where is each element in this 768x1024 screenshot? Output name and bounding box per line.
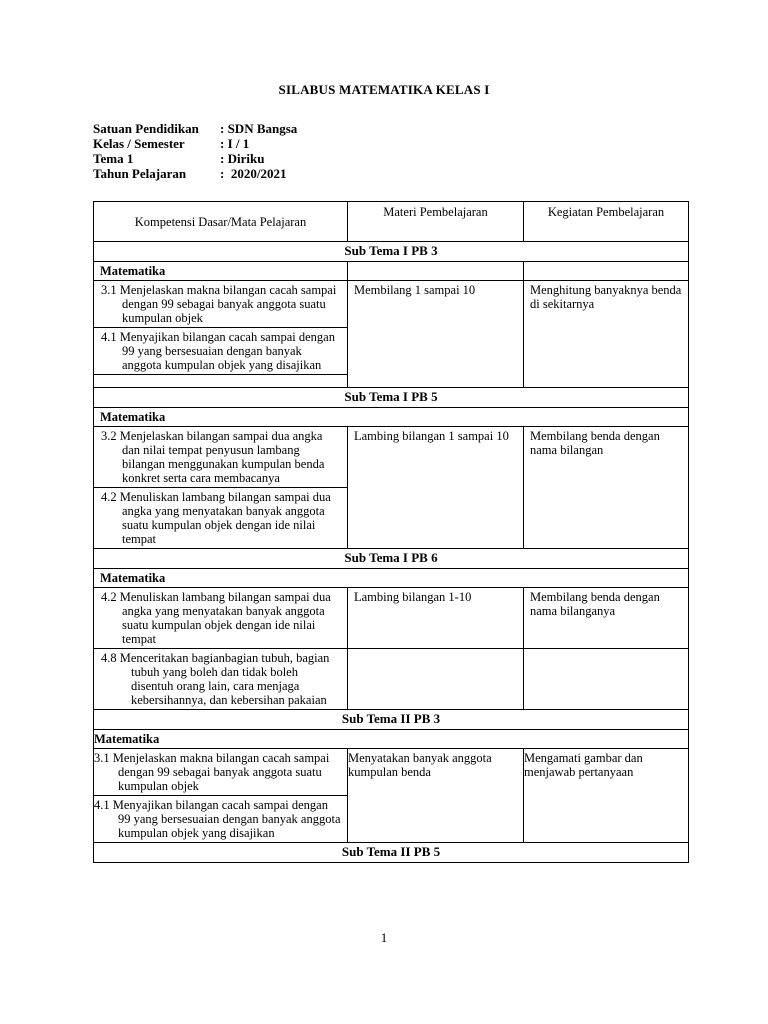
category-row [94, 408, 689, 427]
kd-text: 4.2 Menuliskan lambang bilangan sampai dua angka yang menyatakan banyak anggota suatu kumpulan objek dengan ide nilai tempat [101, 590, 331, 646]
kd-text: 3.2 Menjelaskan bilangan sampai dua angka dan nilai tempat penyusun lambang bilangan menggunakan kumpulan benda konkret serta cara membacanya [101, 429, 325, 485]
materi-cell: Lambing bilangan 1 sampai 10 [348, 427, 524, 549]
category-row [94, 730, 689, 749]
syllabus-table [93, 201, 689, 863]
info-value: : SDN Bangsa [220, 121, 298, 136]
kd-cell [94, 649, 348, 710]
empty-cell [348, 649, 524, 710]
info-row-satuan [93, 121, 297, 136]
table-row [94, 649, 689, 710]
info-label: Kelas / Semester [93, 136, 185, 151]
category-label: Matematika [94, 569, 689, 588]
document-info [93, 121, 297, 181]
subtema-row [94, 843, 689, 863]
empty-cell [524, 649, 689, 710]
info-label: Tema 1 [93, 151, 134, 166]
table-row [94, 281, 689, 328]
kegiatan-cell: Membilang benda dengan nama bilangan [524, 427, 689, 549]
materi-cell: Lambing bilangan 1-10 [348, 588, 524, 649]
subtema-row [94, 242, 689, 262]
header-materi: Materi Pembelajaran [348, 202, 524, 242]
category-row [94, 569, 689, 588]
materi-cell: Membilang 1 sampai 10 [348, 281, 524, 388]
table-header-row [94, 202, 689, 242]
kegiatan-cell: Membilang benda dengan nama bilanganya [524, 588, 689, 649]
category-row [94, 262, 689, 281]
category-label: Matematika [94, 262, 348, 281]
kd-text: 4.8 Menceritakan bagianbagian tubuh, bagian tubuh yang boleh dan tidak boleh disentuh orang lain, cara menjaga kebersihannya, dan kebersihan pakaian [101, 651, 330, 707]
subtema-title: Sub Tema II PB 3 [94, 710, 689, 730]
subtema-row [94, 388, 689, 408]
info-row-tahun [93, 166, 297, 181]
kd-text: 3.1 Menjelaskan makna bilangan cacah sampai dengan 99 sebagai banyak anggota suatu kumpulan objek [94, 751, 330, 793]
subtema-title: Sub Tema I PB 6 [94, 549, 689, 569]
info-row-kelas [93, 136, 297, 151]
info-label: Tahun Pelajaran [93, 166, 187, 181]
subtema-title: Sub Tema I PB 5 [94, 388, 689, 408]
info-value: : Diriku [220, 151, 265, 166]
info-label: Satuan Pendidikan [93, 121, 199, 136]
table-row [94, 427, 689, 488]
kd-cell [94, 427, 348, 488]
table-row [94, 749, 689, 796]
kd-cell [94, 588, 348, 649]
kd-cell [94, 328, 348, 375]
kd-cell [94, 749, 348, 796]
kd-text: 4.1 Menyajikan bilangan cacah sampai dengan 99 yang bersesuaian dengan banyak anggota kumpulan objek yang disajikan [94, 798, 341, 840]
empty-cell [94, 375, 348, 388]
subtema-row [94, 549, 689, 569]
kd-text: 4.1 Menyajikan bilangan cacah sampai dengan 99 yang bersesuaian dengan banyak anggota kumpulan objek yang disajikan [101, 330, 335, 372]
subtema-row [94, 710, 689, 730]
empty-cell [348, 262, 524, 281]
info-row-tema [93, 151, 297, 166]
empty-cell [524, 262, 689, 281]
subtema-title: Sub Tema II PB 5 [94, 843, 689, 863]
kd-cell [94, 488, 348, 549]
kd-cell [94, 796, 348, 843]
table-row [94, 588, 689, 649]
info-value: : 2020/2021 [220, 166, 287, 181]
kegiatan-cell: Mengamati gambar dan menjawab pertanyaan [524, 749, 689, 843]
kegiatan-cell: Menghitung banyaknya benda di sekitarnya [524, 281, 689, 388]
page-number: 1 [380, 930, 388, 945]
document-title: SILABUS MATEMATIKA KELAS I [278, 82, 490, 97]
kd-cell [94, 281, 348, 328]
info-value: : I / 1 [220, 136, 250, 151]
kd-text: 4.2 Menuliskan lambang bilangan sampai dua angka yang menyatakan banyak anggota suatu kumpulan objek dengan ide nilai tempat [101, 490, 331, 546]
category-label: Matematika [94, 408, 689, 427]
category-label: Matematika [94, 730, 689, 749]
header-kegiatan: Kegiatan Pembelajaran [524, 202, 689, 242]
header-kompetensi: Kompetensi Dasar/Mata Pelajaran [94, 202, 348, 242]
subtema-title: Sub Tema I PB 3 [94, 242, 689, 262]
kd-text: 3.1 Menjelaskan makna bilangan cacah sampai dengan 99 sebagai banyak anggota suatu kumpulan objek [101, 283, 337, 325]
materi-cell: Menyatakan banyak anggota kumpulan benda [348, 749, 524, 843]
